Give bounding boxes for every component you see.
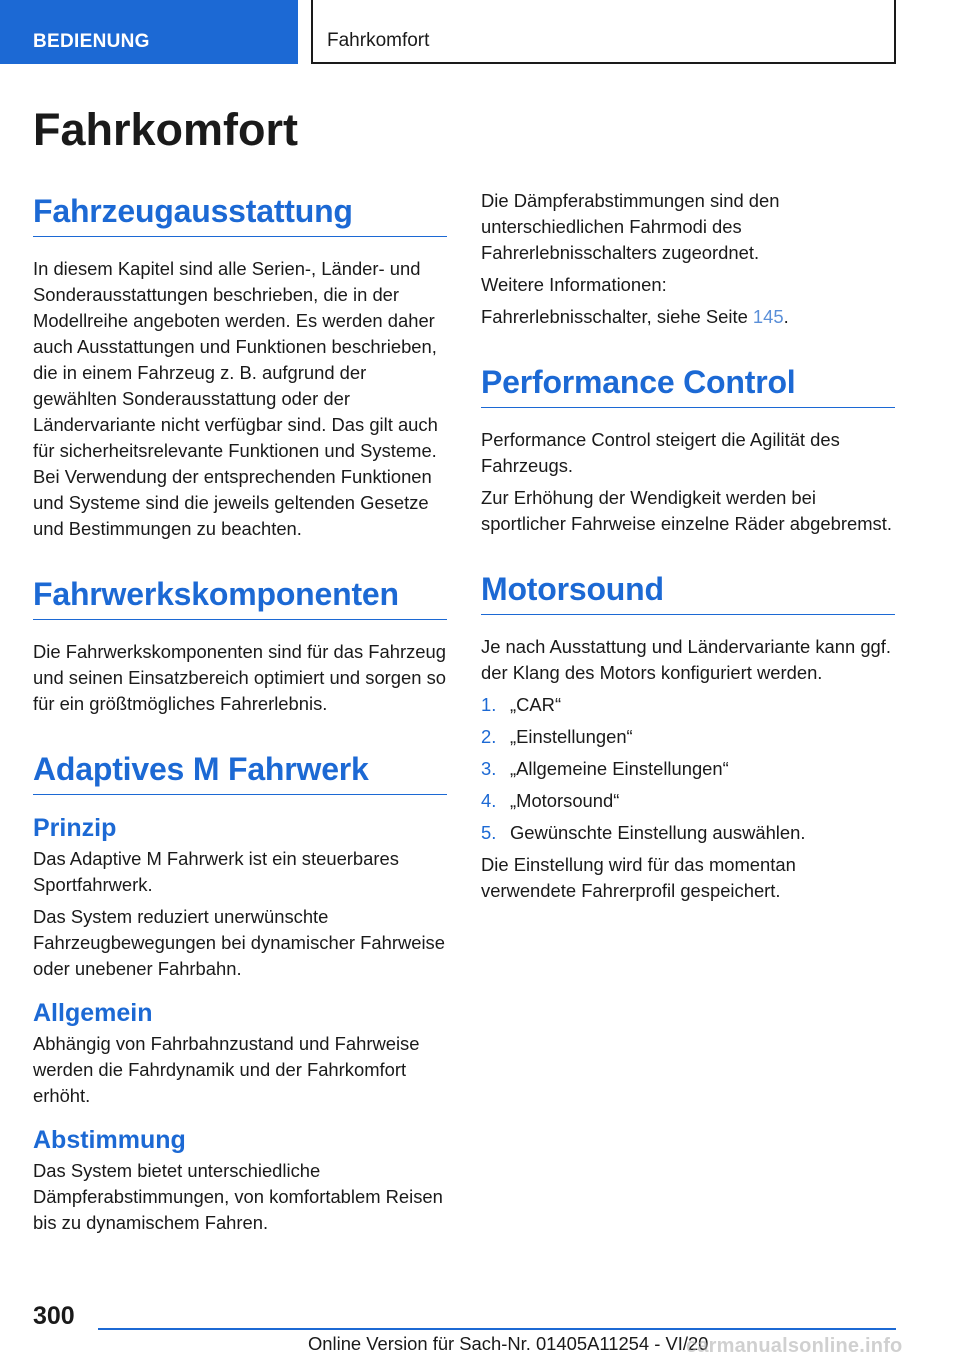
right-column	[481, 190, 895, 938]
subsection-allgemein	[33, 999, 447, 1109]
heading-motorsound: Motorsound	[481, 571, 895, 615]
heading-allgemein: Allgemein	[33, 999, 153, 1027]
paragraph-fahrwerkskomponenten: Die Fahrwerkskomponenten sind für das Fahrzeug und seinen Einsatzbereich optimiert und sorgen so für ein größtmögliches Fahrerlebnis.	[33, 641, 447, 714]
paragraph-motorsound-1: Je nach Ausstattung und Ländervariante kann ggf. der Klang des Motors konfiguriert werden.	[481, 636, 891, 683]
heading-abstimmung: Abstimmung	[33, 1126, 186, 1154]
step-number: 4.	[481, 790, 497, 811]
paragraph-daempferabstimmungen: Die Dämpferabstimmungen sind den unterschiedlichen Fahrmodi des Fahrerlebnisschalters zugeordnet.	[481, 190, 780, 263]
paragraph-prinzip-1: Das Adaptive M Fahrwerk ist ein steuerbares Sportfahrwerk.	[33, 848, 399, 895]
list-item	[481, 788, 895, 814]
step-text: Gewünschte Einstellung auswählen.	[510, 822, 806, 843]
subsection-abstimmung	[33, 1126, 447, 1236]
paragraph-performance-1: Performance Control steigert die Agilität des Fahrzeugs.	[481, 429, 840, 476]
section-fahrzeugausstattung	[33, 193, 447, 542]
list-item	[481, 756, 895, 782]
step-number: 3.	[481, 758, 497, 779]
list-item	[481, 692, 895, 718]
step-number: 1.	[481, 694, 497, 715]
section-performance-control	[481, 364, 895, 537]
section-motorsound	[481, 571, 895, 904]
paragraph-allgemein: Abhängig von Fahrbahnzustand und Fahrweise werden die Fahrdynamik und der Fahrkomfort erhöht.	[33, 1033, 420, 1106]
header-section-tab: BEDIENUNG	[0, 0, 298, 64]
paragraph-performance-2: Zur Erhöhung der Wendigkeit werden bei sportlicher Fahrweise einzelne Räder abgebremst.	[481, 487, 892, 534]
step-text: „Motorsound“	[510, 790, 620, 811]
heading-fahrwerkskomponenten: Fahrwerkskomponenten	[33, 576, 447, 620]
reference-text: Fahrerlebnisschalter, siehe Seite	[481, 306, 753, 327]
heading-prinzip: Prinzip	[33, 814, 117, 842]
footer-divider	[98, 1328, 896, 1330]
paragraph-fahrzeugausstattung: In diesem Kapitel sind alle Serien-, Länder- und Sonderausstattungen beschrieben, die in der Modellreihe angeboten werden. Es werden daher auch Ausstattungen und Funktionen beschrieben, die in einem Fahrzeug z. B. aufgrund der gewählten Sonderausstattung oder der Ländervariante nicht verfügbar sind. Das gilt auch für sicherheitsrelevante Funktionen und Systeme. Bei Verwendung der entsprechenden Funktionen und Systeme sind die jeweils geltenden Gesetze und Bestimmungen zu beachten.	[33, 258, 438, 539]
step-text: „CAR“	[510, 694, 562, 715]
reference-period: .	[783, 306, 789, 327]
paragraph-reference	[481, 304, 895, 330]
motorsound-steps-list	[481, 692, 895, 846]
page-number: 300	[33, 1302, 75, 1330]
section-fahrwerkskomponenten	[33, 576, 447, 717]
step-text: „Allgemeine Einstellungen“	[510, 758, 729, 779]
heading-fahrzeugausstattung: Fahrzeugausstattung	[33, 193, 447, 237]
heading-adaptives-m-fahrwerk: Adaptives M Fahrwerk	[33, 751, 447, 795]
paragraph-motorsound-2: Die Einstellung wird für das momentan verwendete Fahrerprofil gespeichert.	[481, 854, 796, 901]
section-adaptives-m-fahrwerk	[33, 751, 447, 1236]
paragraph-prinzip-2: Das System reduziert unerwünschte Fahrzeugbewegungen bei dynamischer Fahrweise oder unebener Fahrbahn.	[33, 906, 445, 979]
heading-performance-control: Performance Control	[481, 364, 895, 408]
left-column	[33, 193, 447, 1270]
list-item	[481, 724, 895, 750]
page-link-145[interactable]: 145	[752, 306, 784, 327]
step-number: 2.	[481, 726, 497, 747]
footer-online-version: Online Version für Sach-Nr. 01405A11254 - VI/20	[308, 1333, 709, 1354]
step-text: „Einstellungen“	[510, 726, 633, 747]
paragraph-weitere-informationen: Weitere Informationen:	[481, 274, 667, 295]
subsection-prinzip	[33, 814, 447, 982]
section-daempfer-intro	[481, 188, 895, 330]
paragraph-abstimmung: Das System bietet unterschiedliche Dämpferabstimmungen, von komfortablem Reisen bis zu dynamischem Fahren.	[33, 1160, 443, 1233]
header-chapter-box: Fahrkomfort	[311, 0, 896, 64]
watermark: carmanualsonline.info	[686, 1335, 903, 1357]
page-title: Fahrkomfort	[33, 104, 299, 155]
list-item	[481, 820, 895, 846]
step-number: 5.	[481, 822, 497, 843]
